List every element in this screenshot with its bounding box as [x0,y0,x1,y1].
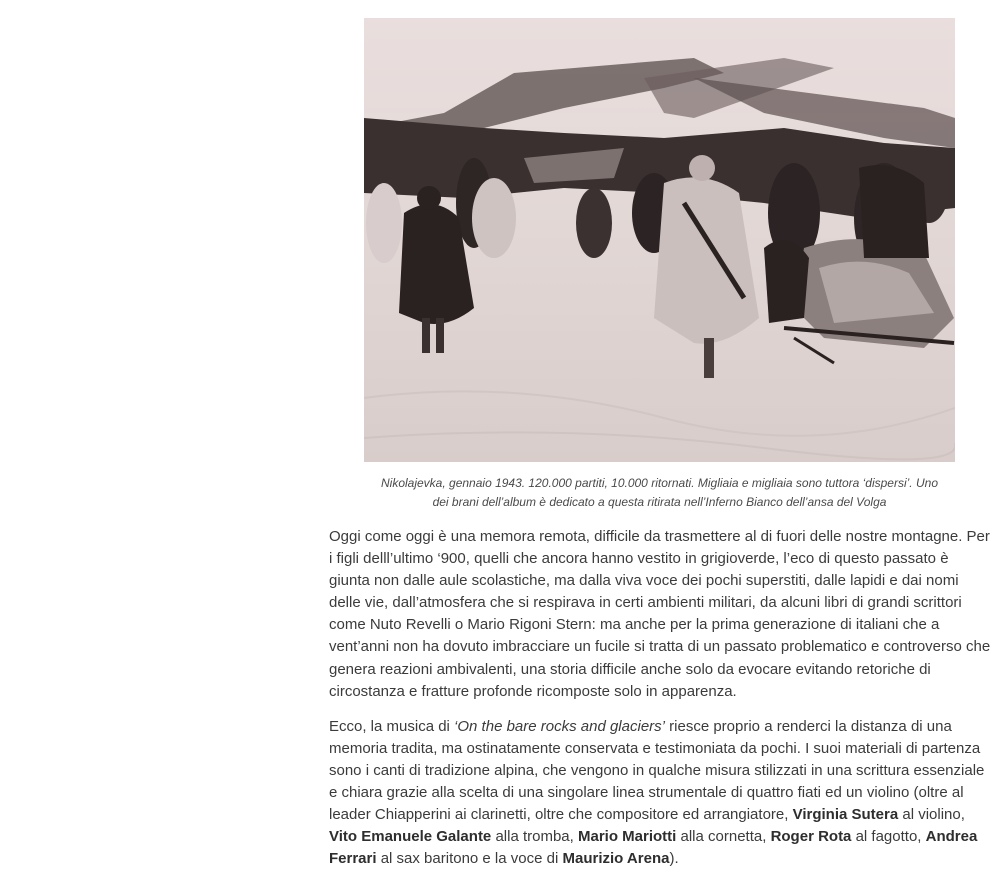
caption-line-1: Nikolajevka, gennaio 1943. 120.000 partiti, 10.000 ritornati. Migliaia e migliaia sono tuttora ‘dispersi’. Uno [381,476,938,490]
article-body [329,526,993,883]
text-run: al violino, [898,806,965,824]
text-run: Ecco, la musica di [329,717,455,735]
article-figure [364,18,955,462]
retreat-photo [364,18,955,462]
text-run: alla cornetta, [676,828,771,846]
text-run: ). [669,850,679,868]
musician-name: Mario Mariotti [578,828,677,846]
album-title: ‘On the bare rocks and glaciers’ [454,717,665,735]
text-run: alla tromba, [491,828,578,846]
text-run: al sax baritono e la voce di [376,850,563,868]
musician-name: Virginia Sutera [792,806,899,824]
figure-caption [352,474,967,512]
text-run: al fagotto, [851,828,926,846]
musician-name: Andrea Ferrari [329,828,978,868]
musician-name: Roger Rota [770,828,852,846]
text-run: riesce proprio a renderci la distanza di una memoria tradita, ma ostinatamente conservata e testimoniata da pochi. I suoi materiali di partenza sono i canti di tradizione alpina, che vengono in qualche misura stilizzati in una scrittura essenziale e chiara grazie alla scelta di una singolare linea strumentale di quattro fiati ed un violino (oltre al leader Chiapperini ai clarinetti, oltre che compositore ed arrangiatore, [329,717,985,824]
musician-name: Vito Emanuele Galante [329,828,492,846]
caption-line-2: dei brani dell’album è dedicato a questa ritirata nell’Inferno Bianco dell’ansa del Volga [432,495,887,509]
musician-name: Maurizio Arena [562,850,670,868]
paragraph-2 [329,716,993,871]
paragraph-1: Oggi come oggi è una memora remota, difficile da trasmettere al di fuori delle nostre montagne. Per i figli delll’ultimo ‘900, quelli che ancora hanno vestito in grigioverde, l’eco di questo passato è giunta non dalle aule scolastiche, ma dalla viva voce dei pochi superstiti, dalle lapidi e dai nomi delle vie, dall’atmosfera che si respirava in certi ambienti militari, da alcuni libri di grandi scrittori come Nuto Revelli o Mario Rigoni Stern: ma anche per la prima generazione di italiani che a vent’anni non ha dovuto imbracciare un fucile si tratta di un passato problematico e controverso che genera reazioni ambivalenti, una storia difficile anche solo da evocare evitando retoriche di circostanza e fratture profonde ricomposte solo in apparenza. [329,528,991,700]
